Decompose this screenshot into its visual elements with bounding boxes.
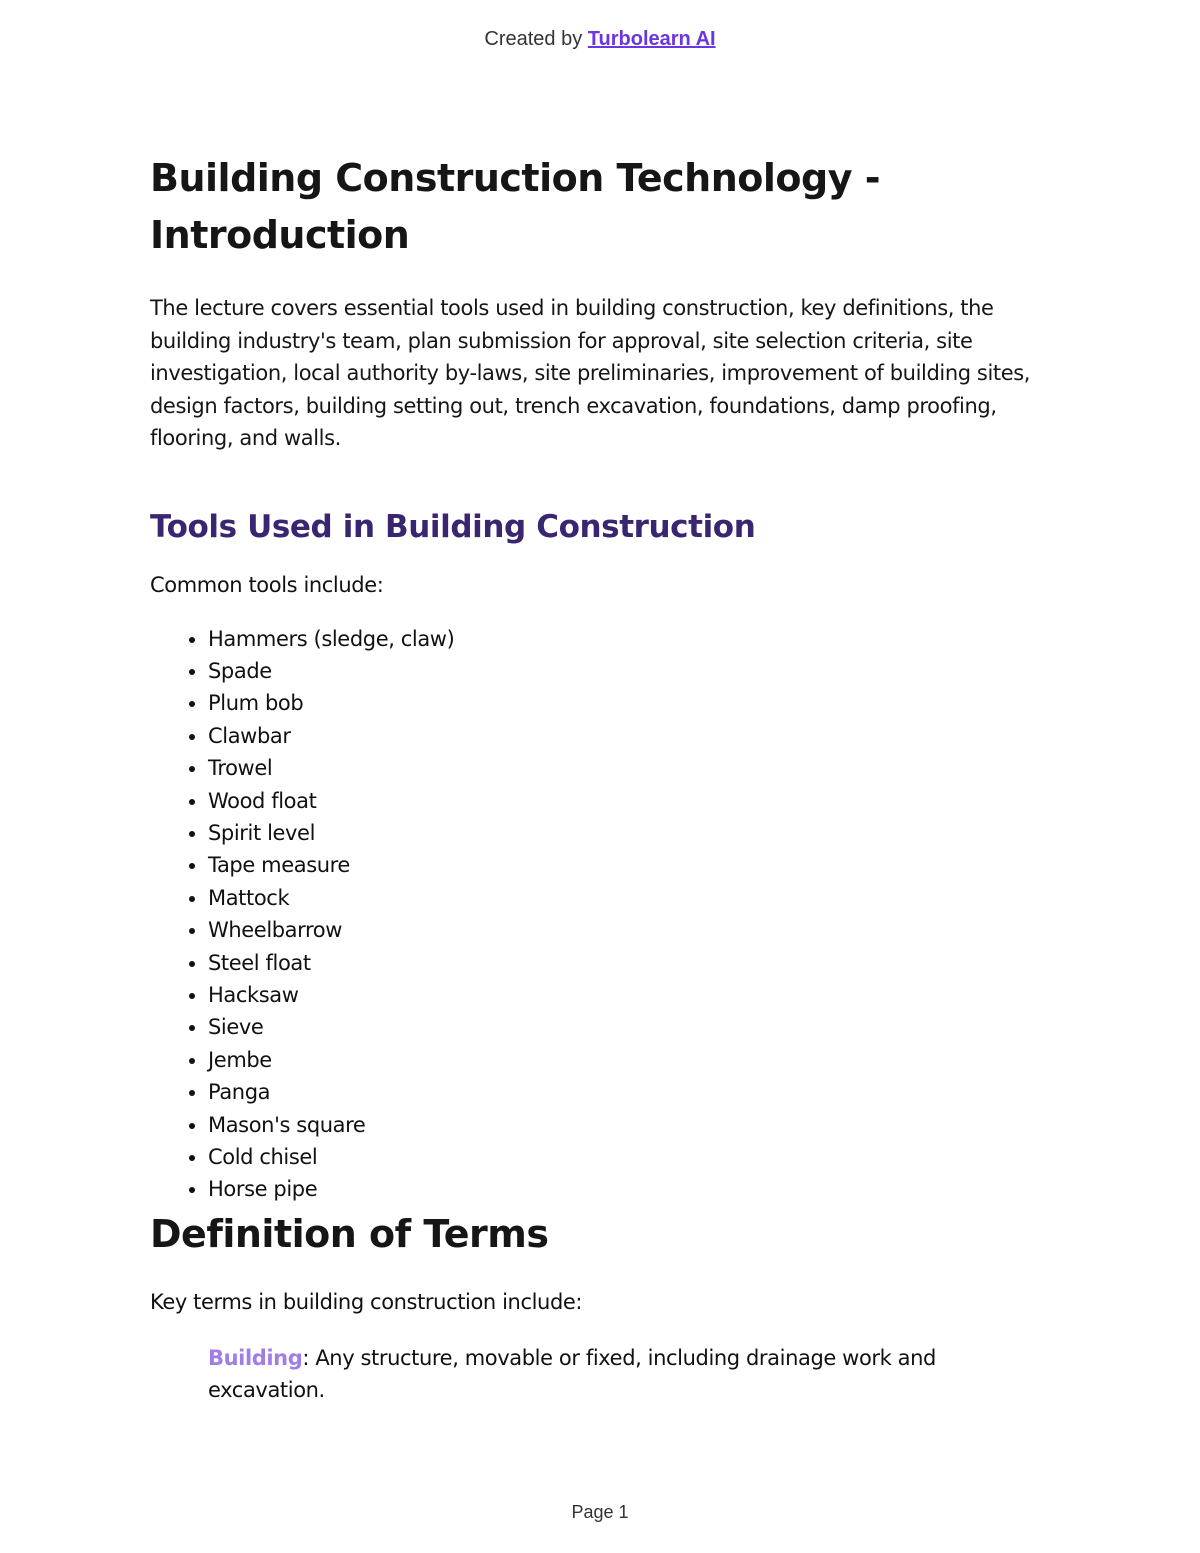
list-item: • Wood float [208,785,1040,817]
tools-list [150,623,1040,1206]
turbolearn-link[interactable]: Turbolearn AI [587,28,716,50]
list-item: • Sieve [208,1011,1040,1043]
definition-text: : Any structure, movable or fixed, including drainage work and excavation. [208,1345,936,1403]
page-header [0,28,1200,51]
tools-section-title: Tools Used in Building Construction [150,508,756,545]
list-item: • Cold chisel [208,1141,1040,1173]
list-item: • Jembe [208,1044,1040,1076]
page-number: Page 1 [571,1502,629,1522]
created-by-label: Created by [484,28,583,50]
list-item: • Tape measure [208,849,1040,881]
list-item: • Spirit level [208,817,1040,849]
definition-term: Building [208,1345,303,1370]
list-item: • Panga [208,1076,1040,1108]
list-item: • Hammers (sledge, claw) [208,623,1040,655]
tools-intro: Common tools include: [150,572,384,597]
list-item: • Spade [208,655,1040,687]
list-item: • Mattock [208,882,1040,914]
definition-building [208,1342,988,1407]
terms-intro: Key terms in building construction include: [150,1289,583,1314]
list-item: • Steel float [208,947,1040,979]
list-item: • Wheelbarrow [208,914,1040,946]
document-body [150,150,1040,1407]
terms-section-title: Definition of Terms [150,1211,549,1256]
page-footer [0,1502,1200,1523]
list-item: • Mason's square [208,1109,1040,1141]
document-summary: The lecture covers essential tools used in building construction, key definitions, the building industry's team, plan submission for approval, site selection criteria, site investigation, local authority by-laws, site preliminaries, improvement of building sites, design factors, building setting out, trench excavation, foundations, damp proofing, flooring, and walls. [150,296,1031,450]
list-item: • Plum bob [208,687,1040,719]
list-item: • Trowel [208,752,1040,784]
list-item: • Hacksaw [208,979,1040,1011]
list-item: • Horse pipe [208,1173,1040,1205]
document-title: Building Construction Technology - Introduction [150,156,880,257]
list-item: • Clawbar [208,720,1040,752]
